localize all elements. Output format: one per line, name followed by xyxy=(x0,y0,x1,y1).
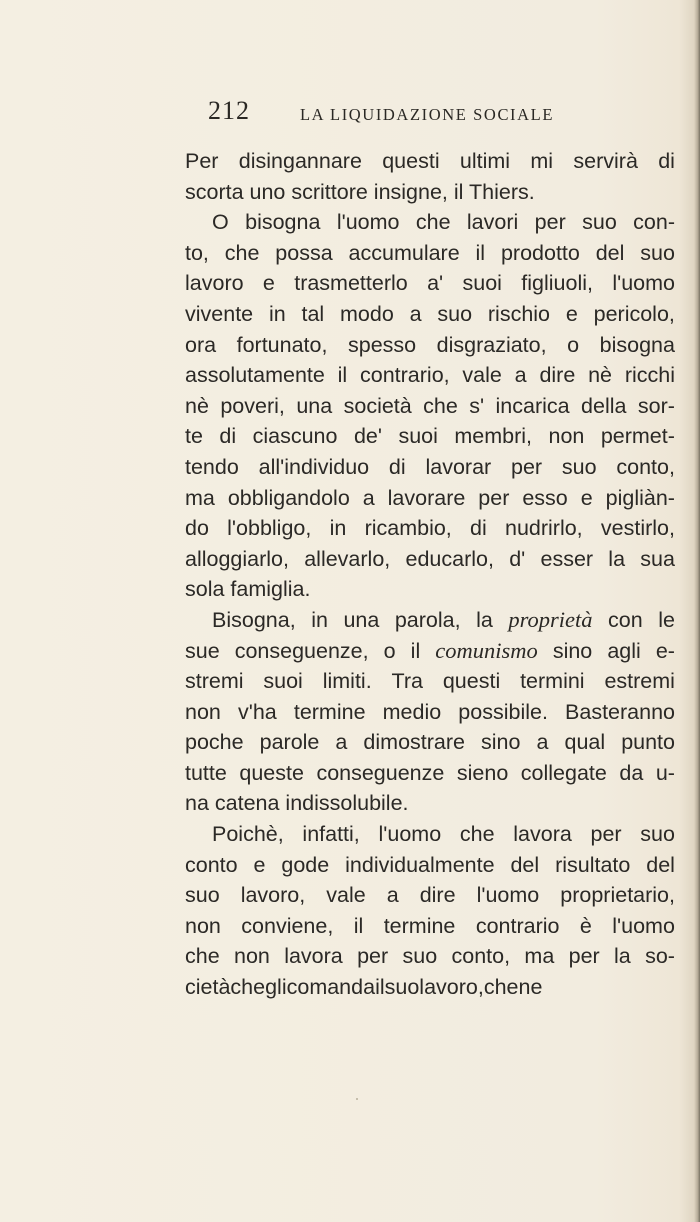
word: che xyxy=(415,210,451,235)
word: il xyxy=(375,975,385,1000)
word: lavoro, xyxy=(240,883,306,908)
word: di xyxy=(658,149,675,173)
word: che xyxy=(230,975,266,1000)
word: disingannare xyxy=(238,149,362,173)
word: vivente xyxy=(185,301,254,326)
word: l'obbligo, xyxy=(227,516,312,541)
word: to, xyxy=(185,240,209,265)
word: te xyxy=(185,424,203,449)
word: possibile. xyxy=(458,699,548,724)
word: tutte xyxy=(185,760,227,785)
word: Per xyxy=(185,149,219,173)
word: conviene, xyxy=(241,913,334,938)
word: medio xyxy=(382,699,442,724)
text-line xyxy=(185,636,675,667)
word: o xyxy=(567,332,580,357)
word: che xyxy=(483,975,519,1000)
word: gode xyxy=(281,852,330,877)
word: incarica xyxy=(495,393,570,418)
word: l'uomo xyxy=(612,271,675,296)
word: ma xyxy=(185,485,215,510)
word: suo xyxy=(402,944,438,969)
word: a xyxy=(536,730,549,755)
text-line xyxy=(185,911,675,942)
text-line xyxy=(185,146,675,177)
word: parola, xyxy=(394,607,461,632)
word: qual xyxy=(564,730,606,755)
word: modo xyxy=(340,301,394,326)
word: l'uomo xyxy=(612,913,675,938)
word: le xyxy=(658,607,675,632)
text-line xyxy=(185,299,675,330)
word: vestirlo, xyxy=(600,516,675,541)
word: assolutamente xyxy=(185,363,325,388)
word: stremi xyxy=(185,669,244,694)
word: tal xyxy=(301,301,325,326)
word: comanda xyxy=(286,975,376,1000)
word: tendo xyxy=(185,454,239,479)
word: questi xyxy=(442,669,501,694)
word: lavoro xyxy=(185,271,244,296)
word: che xyxy=(224,240,260,265)
word: di xyxy=(219,424,237,449)
word: poche xyxy=(185,730,244,755)
word: dimostrare xyxy=(363,730,465,755)
word: questi xyxy=(382,149,440,173)
word: de' xyxy=(353,424,382,449)
word: lavora xyxy=(513,822,572,847)
word: Bisogna, xyxy=(212,607,296,632)
word: infatti, xyxy=(302,822,360,847)
text-line xyxy=(185,177,675,208)
word: che xyxy=(459,822,495,847)
word: all'individuo xyxy=(258,454,370,479)
word: a xyxy=(386,883,399,908)
word: Basteranno xyxy=(565,699,675,724)
word: di xyxy=(470,516,487,541)
word: a xyxy=(409,301,422,326)
text-line xyxy=(185,880,675,911)
word: rischio xyxy=(487,301,551,326)
text-line xyxy=(185,666,675,697)
page-edge-shadow xyxy=(694,0,700,1222)
text-line xyxy=(185,819,675,850)
word: suo xyxy=(185,883,220,908)
word: esso xyxy=(522,485,568,510)
word: del xyxy=(510,852,540,877)
word: ne xyxy=(518,975,543,1000)
word: il xyxy=(337,363,348,388)
word: Tra xyxy=(391,669,423,694)
word: nè xyxy=(185,393,209,418)
word: è xyxy=(579,913,592,938)
word: na catena indissolubile. xyxy=(185,791,409,816)
text-line xyxy=(185,421,675,452)
text-line xyxy=(185,758,675,789)
word: termine xyxy=(383,913,456,938)
word: a xyxy=(362,485,375,510)
word: v'ha xyxy=(237,699,277,724)
word: suo xyxy=(640,822,675,847)
word: per xyxy=(357,944,389,969)
word: e xyxy=(580,485,593,510)
word: allevarlo, xyxy=(304,546,391,571)
word: sieno xyxy=(456,760,509,785)
word: sor- xyxy=(637,393,675,418)
word: vale xyxy=(326,883,366,908)
word: proprietario, xyxy=(560,883,675,908)
word: parole xyxy=(259,730,320,755)
word: sino xyxy=(552,638,593,663)
word: il xyxy=(475,240,486,265)
text-line xyxy=(185,330,675,361)
word: suo xyxy=(437,301,473,326)
text-line xyxy=(185,941,675,972)
word: servirà xyxy=(573,149,638,173)
word: educarlo, xyxy=(405,546,494,571)
word: alloggiarlo, xyxy=(185,546,289,571)
word: Poichè, xyxy=(212,822,284,847)
word: che xyxy=(185,944,220,969)
word: con- xyxy=(633,210,675,235)
word: con xyxy=(608,607,643,632)
word: suoi xyxy=(263,669,303,694)
word: accumulare xyxy=(348,240,460,265)
word: in xyxy=(329,516,347,541)
word: l'uomo xyxy=(476,883,540,908)
word: a xyxy=(514,363,527,388)
word: obbligandolo xyxy=(227,485,350,510)
word: della xyxy=(581,393,627,418)
text-line xyxy=(185,697,675,728)
word: per xyxy=(511,454,543,479)
word: estremi xyxy=(604,669,675,694)
word: cietà xyxy=(185,975,231,1000)
text-line xyxy=(185,483,675,514)
paragraph-2 xyxy=(185,207,675,605)
text-line xyxy=(185,574,675,605)
word: l'uomo xyxy=(336,210,400,235)
text-line xyxy=(185,544,675,575)
word: a xyxy=(335,730,348,755)
word: del xyxy=(646,852,675,877)
word: ricchi xyxy=(624,363,675,388)
text-line xyxy=(185,850,675,881)
text-line xyxy=(185,972,675,1003)
word: conto, xyxy=(451,944,511,969)
word: vale xyxy=(462,363,502,388)
paragraph-1 xyxy=(185,146,675,207)
word: del xyxy=(595,240,625,265)
word: non xyxy=(234,944,270,969)
word: sua xyxy=(640,546,675,571)
word: o xyxy=(383,638,396,663)
word: suo xyxy=(561,454,597,479)
word: limiti. xyxy=(322,669,372,694)
word: contrario, xyxy=(360,363,450,388)
word: per xyxy=(534,210,566,235)
word: suo xyxy=(582,210,617,235)
word: risultato xyxy=(555,852,631,877)
word: permet- xyxy=(600,424,675,449)
word: in xyxy=(268,301,286,326)
word: termine xyxy=(293,699,366,724)
word: gli xyxy=(265,975,287,1000)
word: do xyxy=(185,516,209,541)
word: disgraziato, xyxy=(436,332,547,357)
word: e xyxy=(565,301,578,326)
text-line xyxy=(185,513,675,544)
word: il xyxy=(410,638,421,663)
text-line xyxy=(185,788,675,819)
word: sue xyxy=(185,638,220,663)
word: contrario xyxy=(475,913,560,938)
word: di xyxy=(388,454,406,479)
word: lavorare xyxy=(387,485,466,510)
text-line xyxy=(185,452,675,483)
word: per xyxy=(568,944,600,969)
word: lavora xyxy=(284,944,343,969)
word: ora xyxy=(185,332,217,357)
word: pigliàn- xyxy=(605,485,675,510)
word: suo xyxy=(640,240,675,265)
word: conto xyxy=(185,852,238,877)
word: esser xyxy=(540,546,594,571)
word: ricambio, xyxy=(364,516,452,541)
word: figliuoli, xyxy=(521,271,593,296)
word: queste xyxy=(239,760,304,785)
word: a' xyxy=(427,271,444,296)
word: da xyxy=(619,760,644,785)
word: u- xyxy=(655,760,675,785)
word: O xyxy=(212,210,229,235)
text-line xyxy=(185,360,675,391)
word: sino xyxy=(481,730,521,755)
word: collegate xyxy=(520,760,607,785)
word: prodotto xyxy=(500,240,580,265)
word: ma xyxy=(524,944,555,969)
word: so- xyxy=(645,944,675,969)
word: scorta uno scrittore insigne, il Thiers. xyxy=(185,179,535,204)
word: suoi xyxy=(398,424,438,449)
word: nudrirlo, xyxy=(504,516,583,541)
word: lavorar xyxy=(425,454,492,479)
word: suo xyxy=(384,975,420,1000)
text-line xyxy=(185,238,675,269)
word: che xyxy=(423,393,458,418)
word: pericolo, xyxy=(593,301,675,326)
word: una xyxy=(343,607,380,632)
emphasized-word: proprietà xyxy=(508,606,593,632)
word: nè xyxy=(588,363,613,388)
word: lavoro, xyxy=(419,975,484,1000)
word: in xyxy=(311,607,328,632)
emphasized-word: comunismo xyxy=(435,637,538,663)
word: non xyxy=(548,424,585,449)
word: termini xyxy=(520,669,585,694)
word: trasmetterlo xyxy=(294,271,408,296)
text-line xyxy=(185,605,675,636)
word: possa xyxy=(275,240,333,265)
word: lavori xyxy=(466,210,519,235)
word: e xyxy=(262,271,275,296)
word: individualmente xyxy=(345,852,495,877)
word: ciascuno xyxy=(252,424,338,449)
word: la xyxy=(476,607,493,632)
text-line xyxy=(185,207,675,238)
word: conseguenze, xyxy=(234,638,369,663)
word: la xyxy=(608,546,626,571)
word: suoi xyxy=(462,271,502,296)
word: l'uomo xyxy=(378,822,442,847)
word: spesso xyxy=(347,332,417,357)
word: conseguenze xyxy=(316,760,445,785)
text-line xyxy=(185,268,675,299)
word: punto xyxy=(621,730,675,755)
word: per xyxy=(590,822,622,847)
running-head: LA LIQUIDAZIONE SOCIALE xyxy=(300,105,555,124)
word: e xyxy=(253,852,266,877)
word: membri, xyxy=(454,424,533,449)
word: s' xyxy=(469,393,485,418)
paragraph-3 xyxy=(185,605,675,819)
word: d' xyxy=(509,546,526,571)
word: dire xyxy=(419,883,456,908)
word: ultimi xyxy=(459,149,511,173)
text-line xyxy=(185,727,675,758)
word: per xyxy=(478,485,510,510)
text-line xyxy=(185,391,675,422)
word: mi xyxy=(530,149,554,173)
page-header xyxy=(0,96,700,136)
word: non xyxy=(185,913,221,938)
word: poveri, xyxy=(220,393,285,418)
word: la xyxy=(614,944,631,969)
word: sola famiglia. xyxy=(185,577,311,602)
word: fortunato, xyxy=(236,332,328,357)
word: dire xyxy=(539,363,576,388)
word: il xyxy=(353,913,364,938)
word: una xyxy=(296,393,333,418)
paragraph-4 xyxy=(185,819,675,1003)
word: bisogna xyxy=(245,210,321,235)
body-text xyxy=(185,146,675,1003)
word: bisogna xyxy=(599,332,675,357)
word: e- xyxy=(655,638,675,663)
word: agli xyxy=(607,638,641,663)
paper-speck xyxy=(356,1098,358,1100)
word: società xyxy=(343,393,412,418)
word: non xyxy=(185,699,221,724)
page-number: 212 xyxy=(208,96,250,125)
word: conto, xyxy=(616,454,675,479)
